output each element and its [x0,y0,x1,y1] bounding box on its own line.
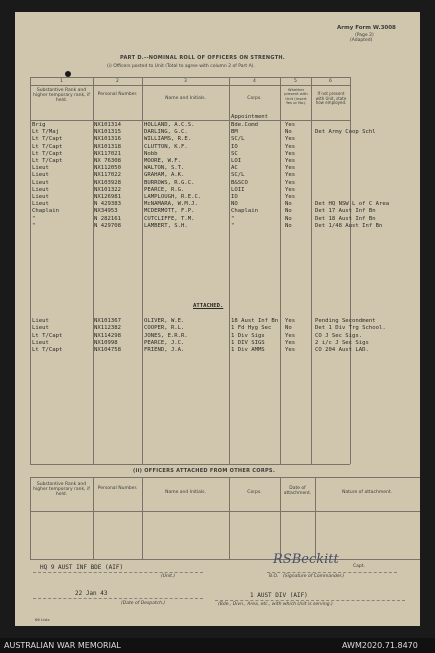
col-num: 5 [294,79,297,84]
cell-corps: 18 Aust Inf Bn [231,318,279,324]
cell-emp: Det 1/48 Aust Inf Bn [315,222,383,229]
cell-present: Yes [285,150,296,157]
cell-corps: Chaplain [231,208,258,215]
date-line [33,598,203,599]
cell-corps: 1 Div Sigs [231,332,265,339]
p2-header-name: Name and Initials. [165,490,206,495]
cell-rank: " [32,222,36,229]
cell-emp: Pending Secondment [315,318,376,324]
cell-corps: " [231,222,235,229]
cell-emp: Det 17 Aust Inf Bn [315,208,376,215]
cell-present: No [285,129,292,136]
cell-name: WILLIAMS, R.E. [144,136,192,143]
cell-rank: Chaplain [32,208,59,215]
col-line [30,477,31,559]
cell-name: MCDERMOTT, F.P. [144,208,195,215]
signature-prefix: B.O. [269,574,279,579]
cell-name: LAMPLOUGH, R.E.C. [144,194,202,200]
form-adapted: (Adapted) [350,38,373,43]
col-num: 3 [184,79,187,84]
commander-signature: RSBeckitt [273,552,339,567]
col-header-number: Personal Number. [97,92,138,97]
cell-corps: IO [231,194,238,200]
cell-num: N 282161 [94,215,121,222]
cell-emp: 2 i/c J Sec Sigs [315,339,369,346]
cell-emp: Det HQ NSW L of C Area [315,201,390,208]
cell-name: BURROWS, R.G.C. [144,179,195,186]
cell-present: Yes [285,172,296,179]
cell-corps: SC/L [231,136,245,143]
unit-caption: (Unit.) [161,574,176,579]
cell-num: NX117021 [94,150,121,157]
cell-num: NX101318 [94,143,121,150]
cell-rank: Lieut [32,165,49,172]
cell-rank: Lieut [32,194,49,200]
cell-present: Yes [285,179,296,186]
table-bottom-line [30,464,350,465]
cell-present: No [285,201,292,208]
col-line [280,477,281,559]
col-header-present: Whether present with Unit (insert Yes or No). [284,87,308,106]
cell-corps: SC [231,150,238,157]
cell-name: McNAMARA, W.M.J. [144,201,198,208]
cell-corps: " [231,215,235,222]
col-header-corps: Corps. [247,96,262,101]
cell-rank: Lt T/Capt [32,143,63,150]
cell-present: No [285,325,292,332]
part2-top-line [30,477,420,478]
cell-name: OLIVER, W.E. [144,318,185,324]
header-bottom-line [30,120,350,121]
cell-name: CUTCLIFFE, T.M. [144,215,195,222]
p2-header-nature: Nature of attachment. [341,490,393,495]
cell-name: DARLING, G.C. [144,129,188,136]
cell-present: Yes [285,318,296,324]
part2-title: (ii) OFFICERS ATTACHED FROM OTHER CORPS. [133,468,276,474]
table-top-line [30,77,350,78]
part2-bottom-line [30,559,420,560]
cell-present: Yes [285,122,296,128]
signature-line [267,572,397,573]
cell-emp: CO 204 Aust LAD. [315,347,369,354]
cell-num: NX 76308 [94,158,121,164]
col-num: 2 [116,79,119,84]
signature-caption: (Signature of Commander.) [283,574,345,579]
cell-rank: Lt T/Capt [32,150,63,157]
cell-rank: Lt T/Capt [32,347,63,354]
cell-emp: CO J Sec Sigs. [315,332,363,339]
cell-rank: Lieut [32,179,49,186]
cell-present: No [285,208,292,215]
cell-num: NX101322 [94,186,121,193]
cell-emp: Det 18 Aust Inf Bn [315,215,376,222]
cell-present: Yes [285,332,296,339]
cell-rank: Brig [32,122,46,128]
cell-name: FRIEND, J.A. [144,347,185,354]
cell-num: NX114298 [94,332,121,339]
unit-name: HQ 9 AUST INF BDE (AIF) [40,564,124,571]
cell-corps: AC [231,165,238,172]
cell-name: LAMBERT, S.H. [144,222,188,229]
cell-num: N 429383 [94,201,121,208]
cell-num: NX101367 [94,318,121,324]
cell-corps: 1 Div AMMS [231,347,265,354]
col-line [142,77,143,464]
part2-header-line [30,511,420,512]
caption-left: AUSTRALIAN WAR MEMORIAL [4,641,121,650]
col-line [311,77,312,464]
cell-num: NX101316 [94,136,121,143]
cell-corps: IO [231,143,238,150]
cell-name: PEARCE, R.G. [144,186,185,193]
col-line [280,77,281,464]
cell-present: Yes [285,194,296,200]
formation-caption: (Bde., Divn., Area, etc., with which Unit is serving.) [218,602,333,607]
cell-num: NX10998 [94,339,118,346]
cell-num: NX112050 [94,165,121,172]
cell-num: NX101315 [94,129,121,136]
p2-header-date: Date of attachment. [283,486,312,496]
formation-line [215,600,405,601]
col-line [93,477,94,559]
cell-present: Yes [285,186,296,193]
col-num-line [30,85,350,86]
cell-name: HOLLAND, A.C.S. [144,122,195,128]
cell-name: CLUTTON, K.F. [144,143,188,150]
p2-header-rank: Substantive Rank and higher temporary rank, if held. [33,482,90,497]
col-line [315,477,316,559]
cell-present: Yes [285,347,296,354]
cell-present: Yes [285,165,296,172]
cell-num: NX117022 [94,172,121,179]
cell-rank: Lieut [32,318,49,324]
appointment-label: Appointment [231,114,269,120]
part-subtitle: (i) Officers posted to Unit (Total to agree with column 2 of Part A). [107,64,255,69]
unit-line [33,572,203,573]
cell-corps: 1 DIV SIGS [231,339,265,346]
col-header-name: Name and Initials. [165,96,206,101]
date-caption: (Date of Despatch.) [121,601,166,606]
cell-num: NX34953 [94,208,118,215]
cell-corps: LOII [231,186,245,193]
cell-corps: SC/L [231,172,245,179]
cell-corps: LOI [231,158,242,164]
cell-corps: 1 Fd Hyg Sec [231,325,272,332]
col-line [142,477,143,559]
cell-num: NX103928 [94,179,121,186]
cell-present: No [285,215,292,222]
p2-header-corps: Corps. [247,490,262,495]
col-num: 4 [253,79,256,84]
attached-title: ATTACHED. [193,303,224,309]
cell-present: No [285,222,292,229]
cell-num: N 429708 [94,222,121,229]
cell-present: Yes [285,136,296,143]
cell-name: GRAHAM, A.K. [144,172,185,179]
cell-corps: NO [231,201,238,208]
form-page: (Page 2) [355,33,374,38]
col-line [30,77,31,464]
cell-name: MOORE, W.F. [144,158,182,164]
cell-rank: Lt T/Capt [32,332,63,339]
cell-rank: Lt T/Maj [32,129,59,136]
cell-rank: " [32,215,36,222]
cell-present: Yes [285,158,296,164]
cell-name: PEARCE, J.C. [144,339,185,346]
cell-corps: BM [231,129,238,136]
cell-num: NX104758 [94,347,121,354]
formation-name: 1 AUST DIV (AIF) [250,592,308,599]
print-reference: 66 Lists [35,617,50,622]
cell-rank: Lt T/Capt [32,136,63,143]
cell-present: Yes [285,339,296,346]
document-page [15,12,420,626]
cell-num: NX126981 [94,194,121,200]
cell-present: Yes [285,143,296,150]
part-title: PART D.--NOMINAL ROLL OF OFFICERS ON STRENGTH. [120,55,286,61]
p2-header-number: Personal Number. [97,486,138,491]
cell-rank: Lieut [32,325,49,332]
col-header-employed: If not present with Unit, state how employed. [315,91,347,106]
cell-rank: Lt T/Capt [32,158,63,164]
cell-rank: Lieut [32,172,49,179]
cell-num: NX112382 [94,325,121,332]
cell-corps: B&SCO [231,179,248,186]
col-header-rank: Substantive Rank and higher temporary rank, if held. [33,88,90,103]
col-line [229,77,230,464]
col-line [229,477,230,559]
cell-name: WALTON, S.T. [144,165,185,172]
cell-name: Nobb [144,150,158,157]
col-num: 1 [60,79,63,84]
form-name: Army Form W.3008 [337,25,396,31]
caption-bar [0,638,435,653]
cell-emp: Det 1 Div Trg School. [315,325,386,332]
cell-rank: Lieut [32,201,49,208]
caption-right: AWM2020.71.8470 [342,641,418,650]
col-num: 6 [329,79,332,84]
cell-name: JONES, E.R.R. [144,332,188,339]
cell-rank: Lieut [32,339,49,346]
cell-rank: Lieut [32,186,49,193]
cell-num: NX101314 [94,122,121,128]
despatch-date: 22 Jan 43 [75,590,108,597]
signature-rank: Capt. [353,564,365,569]
cell-emp: Det Army Coop Schl [315,129,376,136]
cell-name: COOPER, R.L. [144,325,185,332]
cell-corps: Bde.Comd [231,122,258,128]
